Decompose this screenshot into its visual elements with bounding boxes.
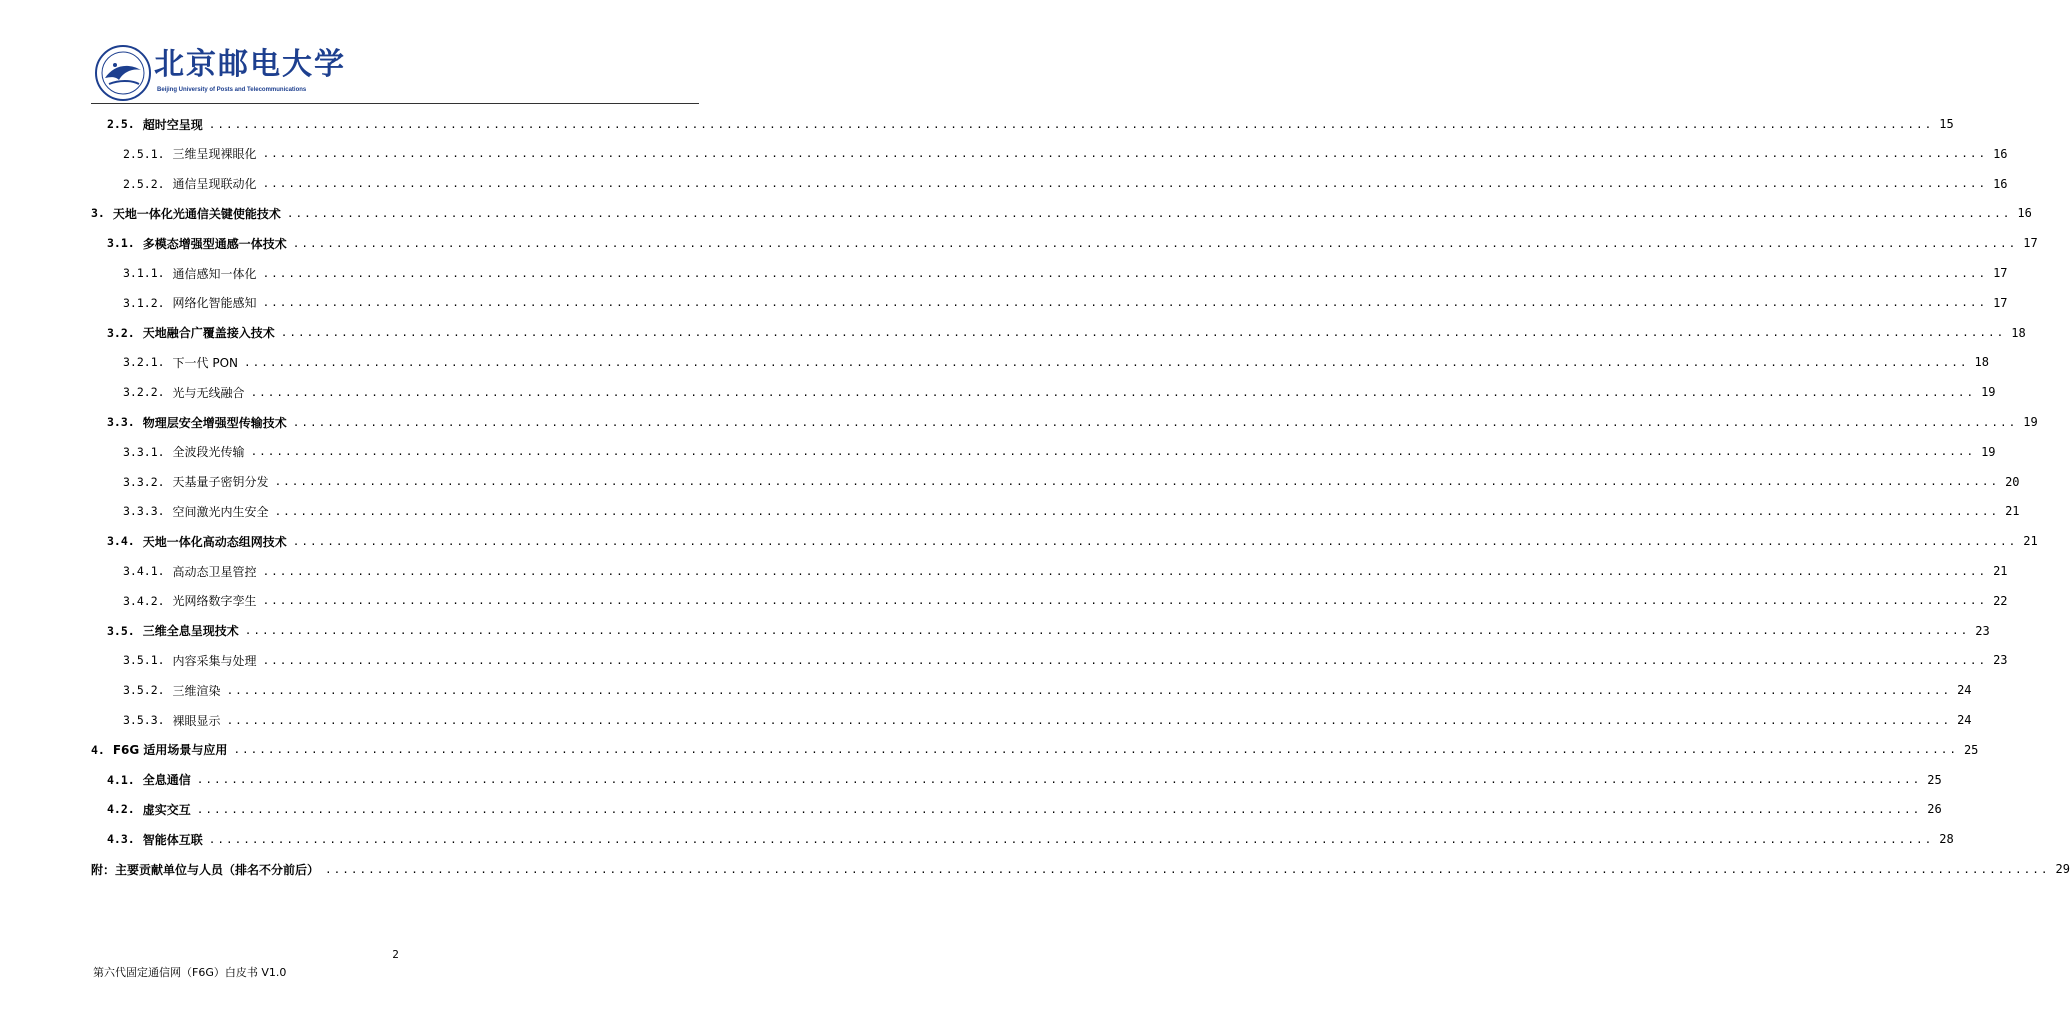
toc-entry-title: 天地融合广覆盖接入技术 — [142, 326, 275, 341]
toc-dot-leader: ........................................................................................................................................................................................................ — [226, 713, 1952, 727]
toc-entry[interactable] — [123, 288, 2008, 318]
toc-entry-number: 3.3.2. — [123, 474, 165, 489]
toc-dot-leader: ........................................................................................................................................................................................................ — [244, 624, 1970, 638]
toc-entry-page: 26 — [1927, 802, 1942, 817]
toc-entry-number: 4.2. — [107, 802, 135, 817]
toc-dot-leader: ........................................................................................................................................................................................................ — [292, 415, 2018, 429]
toc-entry-title: 天基量子密钥分发 — [172, 475, 269, 490]
toc-entry-number: 2.5.2. — [123, 176, 165, 191]
toc-entry-page: 17 — [1993, 266, 2008, 280]
toc-entry-page: 19 — [2023, 415, 2038, 429]
toc-entry[interactable] — [107, 794, 1942, 824]
toc-entry[interactable] — [107, 109, 1954, 139]
university-logo-icon — [93, 44, 153, 102]
toc-entry-number: 3.3.1. — [123, 444, 165, 459]
toc-entry[interactable] — [123, 258, 2008, 288]
toc-entry-page: 16 — [1993, 176, 2008, 191]
toc-entry-number: 3.1.2. — [123, 295, 165, 310]
toc-entry-title: 附：主要贡献单位与人员（排名不分前后） — [91, 862, 320, 877]
toc-entry-title: 空间激光内生安全 — [172, 504, 269, 519]
toc-entry-page: 16 — [2017, 206, 2032, 221]
toc-entry-number: 3.5. — [107, 623, 135, 638]
toc-entry-page: 18 — [2011, 325, 2026, 340]
toc-entry-page: 24 — [1957, 713, 1972, 727]
toc-entry-number: 3. — [91, 206, 105, 221]
toc-dot-leader: ........................................................................................................................................................................................................ — [250, 445, 1976, 459]
toc-entry[interactable] — [107, 824, 1954, 854]
toc-entry-page: 17 — [1993, 295, 2008, 310]
toc-entry-number: 2.5.1. — [123, 146, 165, 161]
toc-entry-page: 18 — [1974, 355, 1989, 370]
toc-entry-number: 3.4.1. — [123, 564, 165, 578]
toc-entry[interactable] — [123, 377, 1996, 407]
toc-entry-title: 物理层安全增强型传输技术 — [142, 415, 287, 430]
toc-entry-number: 3.1.1. — [123, 266, 165, 280]
university-name-en: Beijing University of Posts and Telecommunications — [157, 87, 307, 93]
toc-entry[interactable] — [123, 437, 1996, 467]
toc-entry[interactable] — [123, 467, 2020, 497]
toc-dot-leader: ........................................................................................................................................................................................................ — [233, 743, 1958, 757]
toc-dot-leader: ........................................................................................................................................................................................................ — [292, 236, 2018, 250]
toc-entry[interactable] — [91, 854, 2070, 884]
toc-entry-title: 天地一体化高动态组网技术 — [142, 534, 287, 549]
toc-entry[interactable] — [123, 556, 2008, 586]
toc-entry[interactable] — [123, 705, 1972, 735]
toc-dot-leader: ........................................................................................................................................................................................................ — [274, 504, 2000, 518]
toc-dot-leader: ........................................................................................................................................................................................................ — [262, 296, 1988, 310]
toc-entry-number: 3.4. — [107, 534, 135, 549]
toc-dot-leader: ........................................................................................................................................................................................................ — [262, 266, 1988, 280]
toc-entry-number: 3.5.2. — [123, 683, 165, 698]
toc-entry[interactable] — [107, 407, 2038, 437]
toc-entry-title: 光与无线融合 — [172, 385, 245, 400]
toc-dot-leader: ........................................................................................................................................................................................................ — [262, 564, 1988, 578]
toc-entry[interactable] — [123, 586, 2008, 616]
toc-dot-leader: ........................................................................................................................................................................................................ — [262, 147, 1988, 161]
toc-entry-number: 3.3.3. — [123, 504, 165, 519]
toc-entry-title: 高动态卫星管控 — [172, 564, 257, 579]
toc-entry-title: 智能体互联 — [142, 832, 203, 847]
toc-entry-number: 3.1. — [107, 236, 135, 251]
toc-entry-page: 29 — [2055, 862, 2070, 876]
toc-entry-title: 全波段光传输 — [172, 445, 245, 460]
toc-dot-leader: ........................................................................................................................................................................................................ — [262, 653, 1988, 667]
toc-entry-number: 3.2. — [107, 325, 135, 340]
toc-entry-title: 虚实交互 — [142, 802, 191, 817]
footer-text: 第六代固定通信网（F6G）白皮书 V1.0 — [93, 966, 287, 979]
toc-dot-leader: ........................................................................................................................................................................................................ — [196, 802, 1922, 816]
toc-dot-leader: ........................................................................................................................................................................................................ — [286, 206, 2012, 220]
toc-entry[interactable] — [123, 139, 2008, 169]
toc-entry-title: 天地一体化光通信关键使能技术 — [112, 206, 281, 221]
toc-entry-number: 3.3. — [107, 415, 135, 429]
toc-entry[interactable] — [123, 169, 2008, 199]
toc-entry[interactable] — [107, 318, 2026, 348]
toc-entry-title: 光网络数字孪生 — [172, 594, 257, 609]
toc-entry[interactable] — [123, 675, 1972, 705]
toc-entry[interactable] — [107, 765, 1942, 795]
toc-entry[interactable] — [107, 616, 1990, 646]
toc-dot-leader: ........................................................................................................................................................................................................ — [208, 117, 1934, 131]
toc-entry-page: 19 — [1981, 444, 1996, 459]
toc-entry-number: 3.5.3. — [123, 713, 165, 727]
toc-entry-title: 三维呈现裸眼化 — [172, 147, 257, 162]
toc-entry-number: 4. — [91, 742, 105, 757]
toc-dot-leader: ........................................................................................................................................................................................................ — [262, 177, 1988, 191]
toc-entry-page: 23 — [1993, 653, 2008, 668]
toc-entry-page: 15 — [1939, 117, 1954, 131]
toc-entry-title: 三维渲染 — [172, 683, 221, 698]
toc-entry-page: 21 — [2023, 534, 2038, 549]
toc-entry-title: 通信感知一体化 — [172, 266, 257, 281]
toc-entry-page: 28 — [1939, 832, 1954, 847]
toc-entry-number: 4.3. — [107, 832, 135, 847]
toc-entry-title: 网络化智能感知 — [172, 296, 257, 311]
toc-dot-leader: ........................................................................................................................................................................................................ — [292, 534, 2018, 548]
toc-entry-number: 3.2.1. — [123, 355, 165, 370]
toc-dot-leader: ........................................................................................................................................................................................................ — [262, 594, 1988, 608]
toc-entry-title: F6G 适用场景与应用 — [112, 743, 228, 758]
toc-dot-leader: ........................................................................................................................................................................................................ — [280, 326, 2006, 340]
toc-entry-page: 23 — [1975, 623, 1990, 638]
toc-entry-page: 19 — [1981, 385, 1996, 400]
toc-entry[interactable] — [91, 198, 2032, 228]
toc-entry[interactable] — [107, 526, 2038, 556]
toc-entry-page: 25 — [1963, 742, 1979, 757]
toc-entry-number: 3.2.2. — [123, 385, 165, 400]
toc-entry-title: 超时空呈现 — [142, 117, 203, 132]
toc-dot-leader: ........................................................................................................................................................................................................ — [325, 862, 2050, 876]
toc-entry-number: 3.5.1. — [123, 653, 165, 668]
toc-entry-page: 20 — [2005, 474, 2020, 489]
toc-entry[interactable] — [107, 228, 2038, 258]
toc-entry-page: 17 — [2023, 236, 2038, 251]
toc-entry-title: 下一代 PON — [172, 355, 239, 370]
toc-entry-number: 4.1. — [107, 772, 135, 787]
toc-entry-title: 裸眼显示 — [172, 713, 221, 728]
toc-entry-page: 16 — [1993, 146, 2008, 161]
toc-entry[interactable] — [123, 496, 2020, 526]
toc-entry-page: 25 — [1927, 772, 1942, 787]
university-name-cn: 北京邮电大学 — [154, 47, 346, 82]
toc-dot-leader: ........................................................................................................................................................................................................ — [196, 773, 1922, 787]
toc-dot-leader: ........................................................................................................................................................................................................ — [208, 832, 1934, 846]
toc-entry-title: 多模态增强型通感一体技术 — [142, 236, 287, 251]
toc-entry-page: 22 — [1993, 593, 2008, 608]
header-divider — [91, 103, 699, 104]
toc-entry-title: 通信呈现联动化 — [172, 177, 257, 192]
toc-dot-leader: ........................................................................................................................................................................................................ — [244, 355, 1969, 369]
toc-entry-number: 3.4.2. — [123, 593, 165, 608]
toc-dot-leader: ........................................................................................................................................................................................................ — [226, 683, 1952, 697]
toc-entry[interactable] — [91, 735, 1979, 765]
toc-entry-number: 2.5. — [107, 117, 135, 131]
toc-entry[interactable] — [123, 347, 1989, 377]
toc-dot-leader: ........................................................................................................................................................................................................ — [250, 385, 1976, 399]
toc-entry-title: 三维全息呈现技术 — [142, 624, 239, 639]
toc-entry-title: 内容采集与处理 — [172, 653, 257, 668]
toc-entry-page: 24 — [1957, 683, 1972, 698]
page-number: 2 — [392, 948, 399, 961]
page-header — [0, 0, 791, 104]
toc-entry-page: 21 — [2005, 504, 2020, 519]
toc-entry-title: 全息通信 — [142, 773, 191, 788]
toc-entry-page: 21 — [1993, 564, 2008, 578]
toc-entry[interactable] — [123, 645, 2008, 675]
toc-dot-leader: ........................................................................................................................................................................................................ — [274, 475, 2000, 489]
